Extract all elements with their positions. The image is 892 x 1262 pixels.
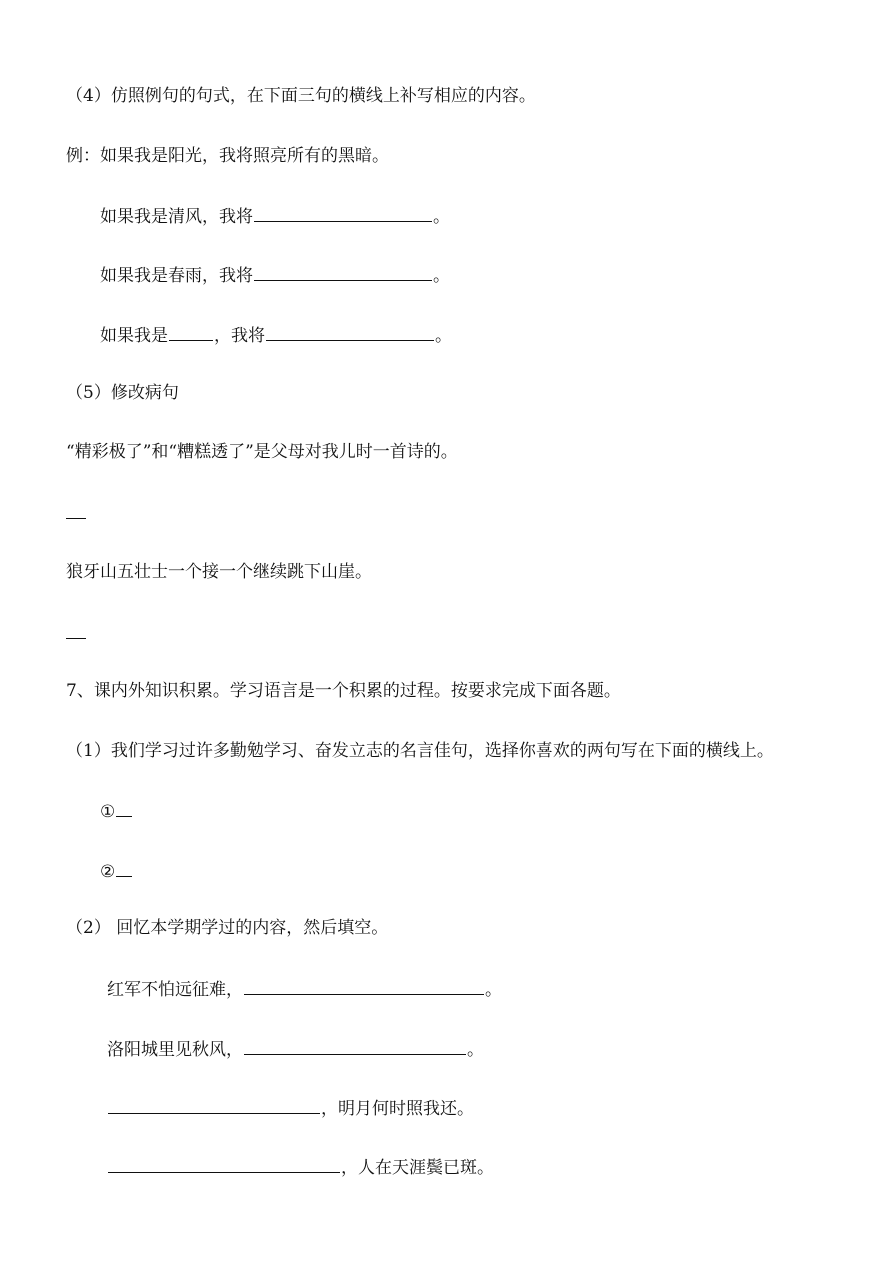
q4-instruction: （4）仿照例句的句式，在下面三句的横线上补写相应的内容。 [66,86,536,106]
end-mark: 。 [435,326,452,346]
q4-blank-3b[interactable] [266,324,434,341]
q7-item-2 [100,860,133,880]
q7-item-1 [100,800,133,820]
q7-poem-1 [107,978,502,998]
end-mark: 。 [433,207,450,227]
q7-poem-4-suffix: ，人在天涯鬓已斑。 [341,1158,494,1178]
q7-poem-1-prefix: 红军不怕远征难， [107,980,243,1000]
q7-item-1-marker: ① [100,802,116,822]
q4-blank-2[interactable] [254,264,432,281]
q5-sentence-1: “精彩极了”和“糟糕透了”是父母对我儿时一首诗的。 [66,442,458,462]
q7-part2: （2） 回忆本学期学过的内容，然后填空。 [66,918,389,938]
q4-sentence-2-prefix: 如果我是春雨，我将 [100,266,253,286]
q4-blank-3a[interactable] [169,324,213,341]
q5-answer-line-1[interactable] [66,518,86,519]
q7-poem-4-blank[interactable] [108,1156,340,1173]
q7-poem-3 [107,1097,474,1117]
q7-item-2-blank[interactable] [116,860,132,877]
q4-sentence-1 [100,205,450,225]
q7-poem-2-prefix: 洛阳城里见秋风， [107,1040,243,1060]
q4-blank-1[interactable] [254,205,432,222]
q7-part1: （1）我们学习过许多勤勉学习、奋发立志的名言佳句，选择你喜欢的两句写在下面的横线上。 [66,741,774,761]
q7-poem-2 [107,1038,484,1058]
q4-sentence-3 [100,324,452,344]
q4-sentence-2 [100,264,450,284]
q7-heading: 7、课内外知识积累。学习语言是一个积累的过程。按要求完成下面各题。 [66,681,621,701]
q7-poem-1-blank[interactable] [244,978,484,995]
q7-poem-3-blank[interactable] [108,1097,320,1114]
q5-sentence-2: 狼牙山五壮士一个接一个继续跳下山崖。 [66,562,372,582]
q7-poem-2-blank[interactable] [244,1038,466,1055]
q4-sentence-1-prefix: 如果我是清风，我将 [100,207,253,227]
q4-example: 例：如果我是阳光，我将照亮所有的黑暗。 [66,146,389,166]
q5-title: （5）修改病句 [66,383,179,403]
q7-item-2-marker: ② [100,862,116,882]
end-mark: 。 [467,1040,484,1060]
q7-poem-3-suffix: ，明月何时照我还。 [321,1099,474,1119]
q5-answer-line-2[interactable] [66,638,86,639]
q7-item-1-blank[interactable] [116,800,132,817]
q4-sentence-3-prefix: 如果我是 [100,326,168,346]
q7-poem-4 [107,1156,494,1176]
end-mark: 。 [485,980,502,1000]
end-mark: 。 [433,266,450,286]
q4-sentence-3-middle: ，我将 [214,326,265,346]
